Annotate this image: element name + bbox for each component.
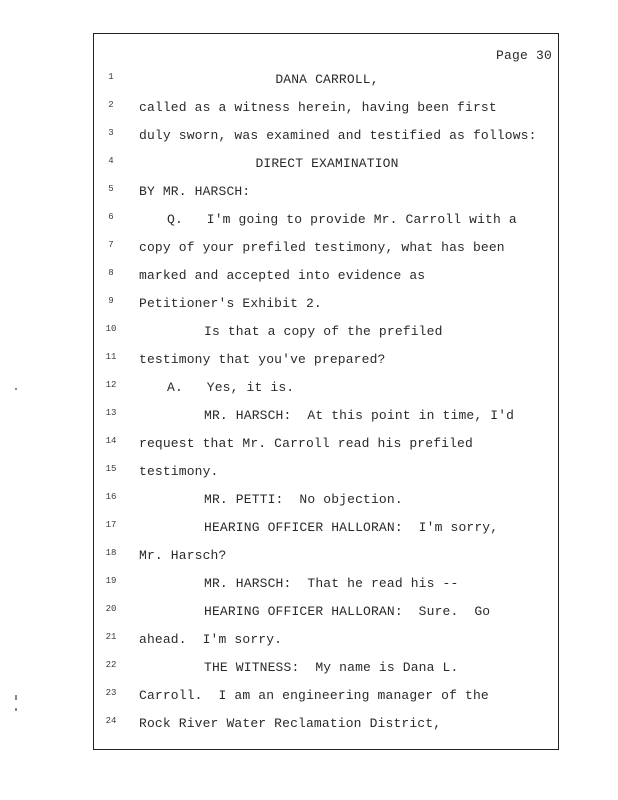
page-number: Page 30 (495, 48, 552, 63)
line-number: 13 (105, 408, 117, 418)
transcript-line: Q. I'm going to provide Mr. Carroll with a (167, 212, 517, 227)
line-number: 21 (105, 632, 117, 642)
line-number: 10 (105, 324, 117, 334)
line-number: 17 (105, 520, 117, 530)
line-number: 14 (105, 436, 117, 446)
scan-speck (15, 708, 17, 711)
line-number: 2 (108, 100, 114, 110)
transcript-line: copy of your prefiled testimony, what has been (139, 240, 505, 255)
line-number: 6 (108, 212, 114, 222)
transcript-line: testimony that you've prepared? (139, 352, 386, 367)
line-number: 7 (108, 240, 114, 250)
line-number: 1 (108, 72, 114, 82)
transcript-line: Rock River Water Reclamation District, (139, 716, 442, 731)
line-number: 3 (108, 128, 114, 138)
transcript-page (93, 33, 559, 750)
line-number: 23 (105, 688, 117, 698)
transcript-line: MR. HARSCH: At this point in time, I'd (204, 408, 515, 423)
transcript-line: duly sworn, was examined and testified as follows: (139, 128, 537, 143)
line-number: 12 (105, 380, 117, 390)
section-heading: DIRECT EXAMINATION (255, 156, 399, 171)
transcript-line: Is that a copy of the prefiled (204, 324, 443, 339)
transcript-line: Carroll. I am an engineering manager of the (139, 688, 489, 703)
transcript-line: BY MR. HARSCH: (139, 184, 251, 199)
line-number: 20 (105, 604, 117, 614)
line-number: 8 (108, 268, 114, 278)
line-number: 22 (105, 660, 117, 670)
transcript-line: request that Mr. Carroll read his prefiled (139, 436, 473, 451)
transcript-line: A. Yes, it is. (167, 380, 295, 395)
transcript-line: MR. HARSCH: That he read his -- (204, 576, 459, 591)
transcript-line: Mr. Harsch? (139, 548, 227, 563)
line-number: 19 (105, 576, 117, 586)
transcript-line: Petitioner's Exhibit 2. (139, 296, 322, 311)
line-number: 15 (105, 464, 117, 474)
transcript-line: ahead. I'm sorry. (139, 632, 283, 647)
transcript-line: HEARING OFFICER HALLORAN: Sure. Go (204, 604, 491, 619)
transcript-line: marked and accepted into evidence as (139, 268, 426, 283)
line-number: 18 (105, 548, 117, 558)
witness-name-heading: DANA CARROLL, (275, 72, 379, 87)
transcript-line: THE WITNESS: My name is Dana L. (204, 660, 459, 675)
scan-speck (15, 388, 17, 390)
line-number: 24 (105, 716, 117, 726)
line-number: 9 (108, 296, 114, 306)
line-number: 4 (108, 156, 114, 166)
line-number: 11 (105, 352, 117, 362)
line-number: 16 (105, 492, 117, 502)
scan-speck (15, 695, 17, 700)
line-number: 5 (108, 184, 114, 194)
transcript-line: HEARING OFFICER HALLORAN: I'm sorry, (204, 520, 499, 535)
transcript-line: called as a witness herein, having been first (139, 100, 497, 115)
transcript-line: MR. PETTI: No objection. (204, 492, 403, 507)
transcript-line: testimony. (139, 464, 219, 479)
